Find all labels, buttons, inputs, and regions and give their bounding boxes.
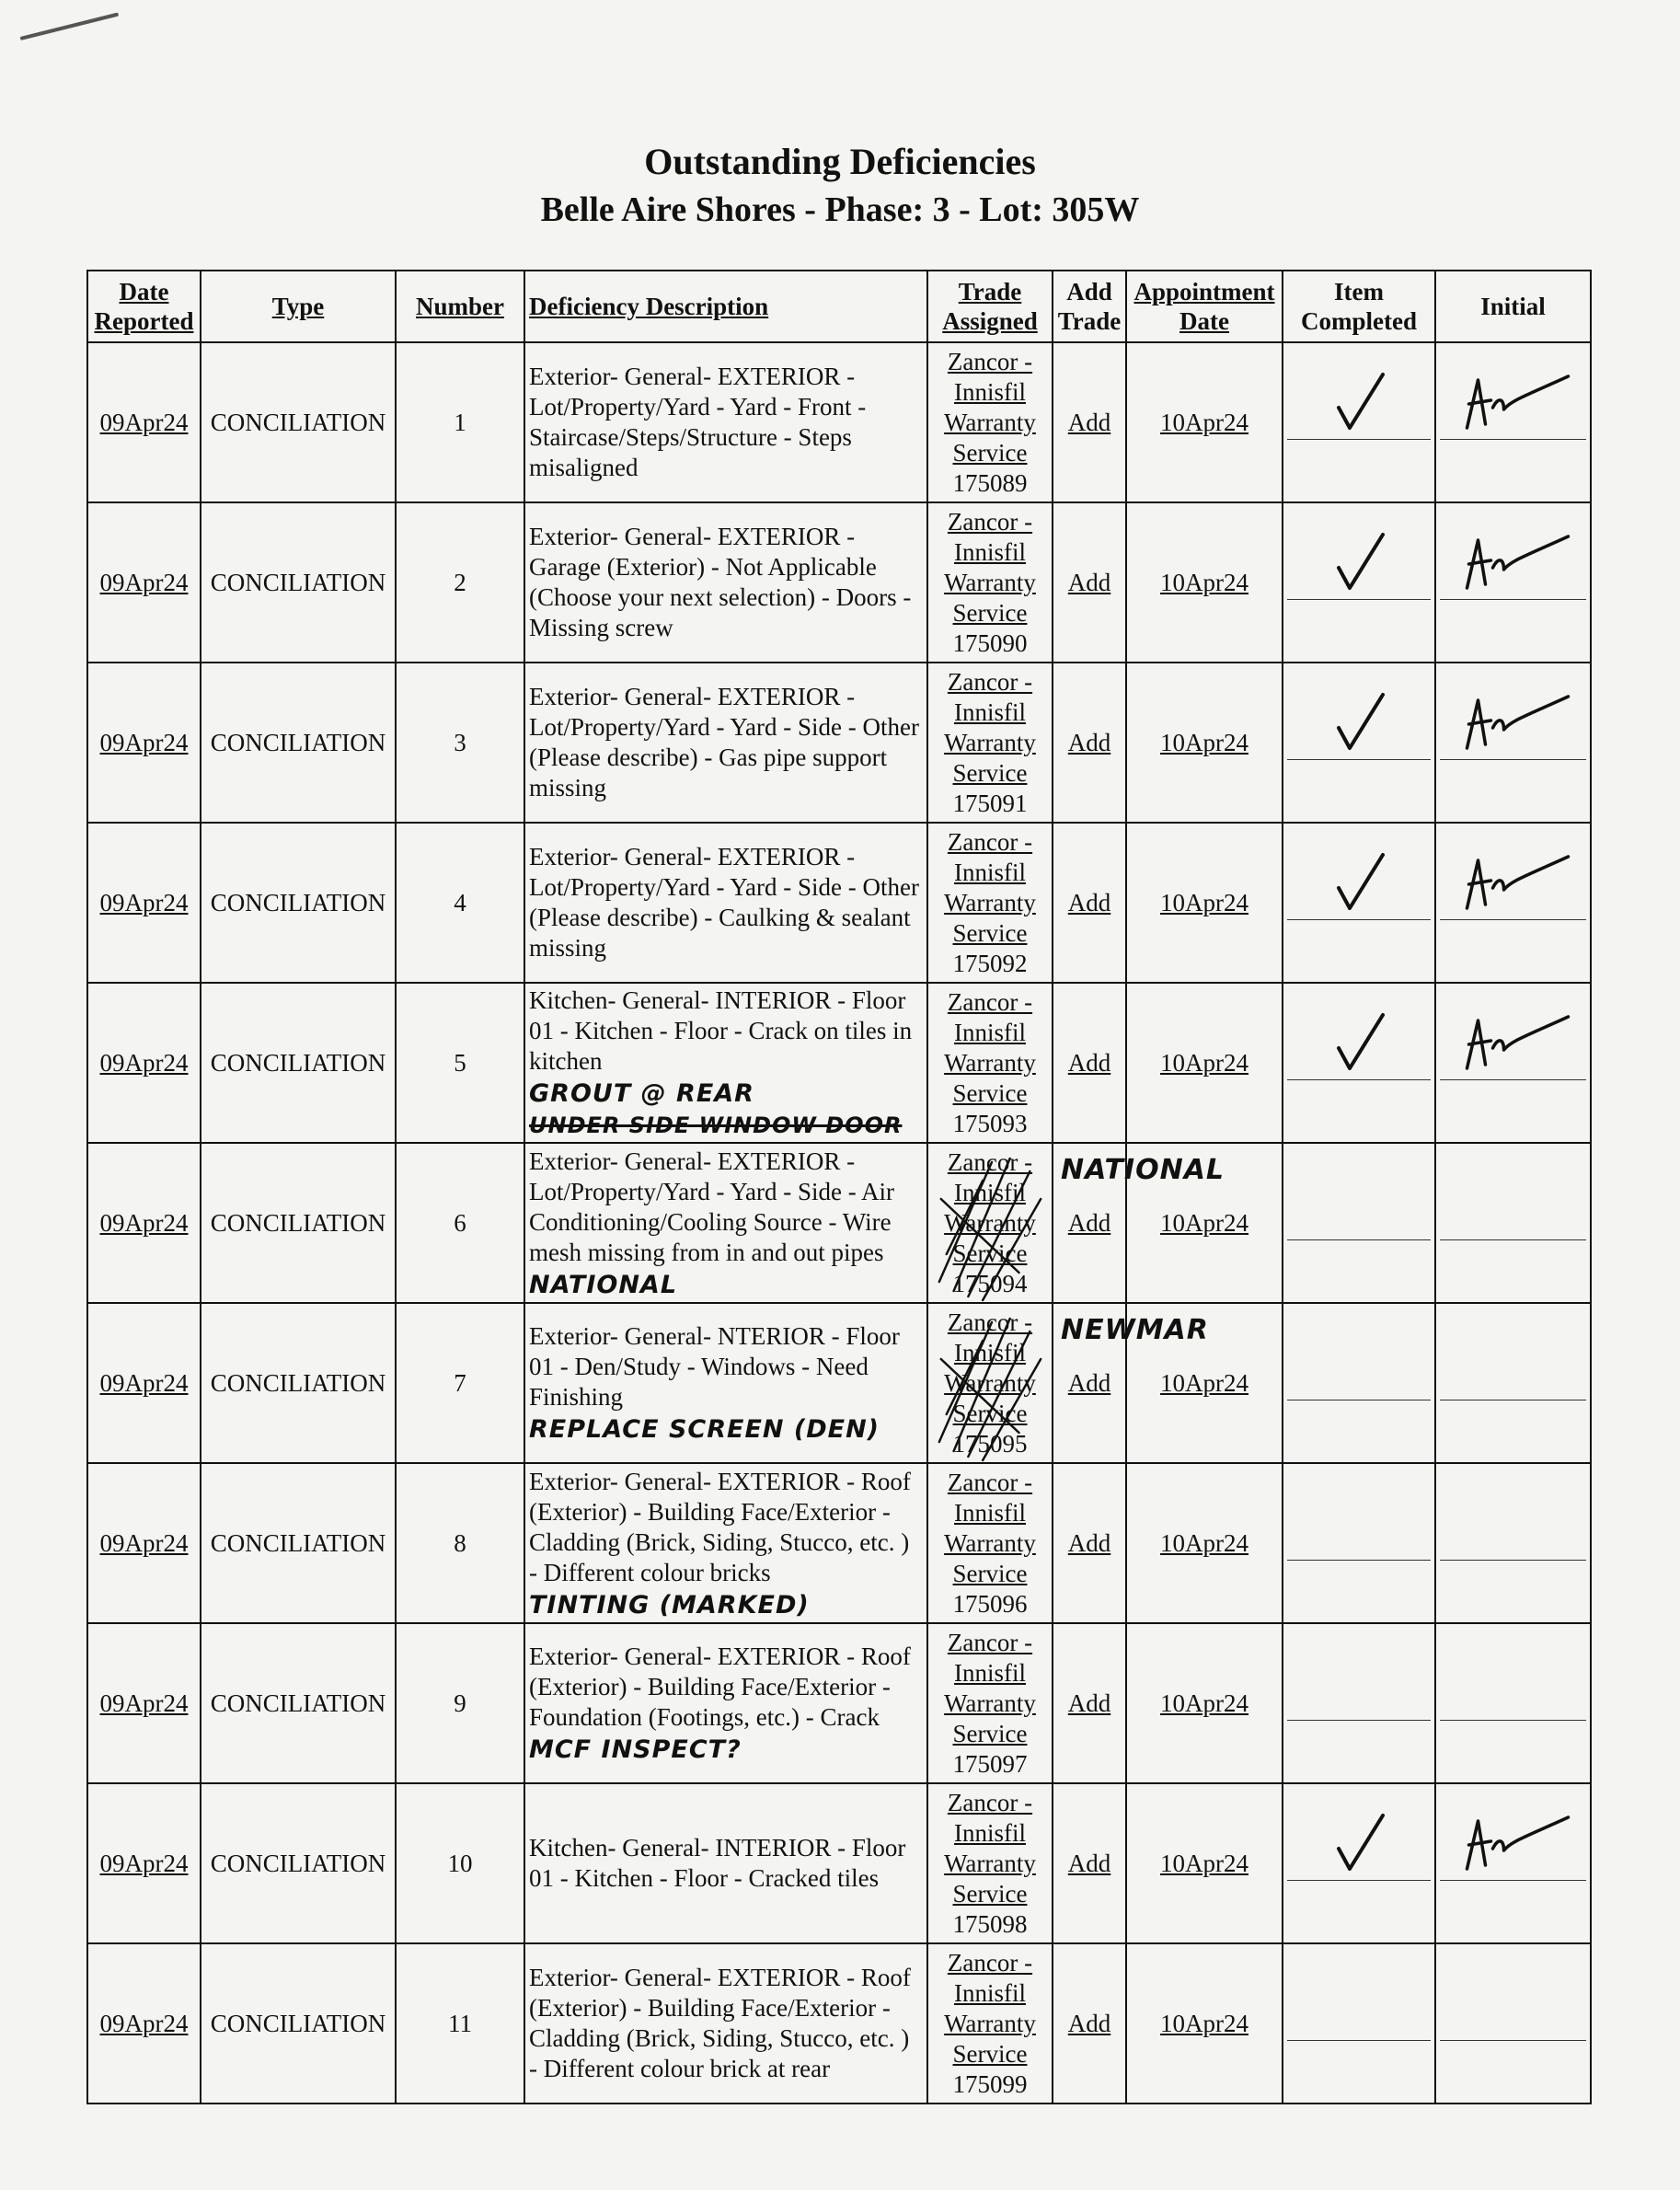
header-number: Number <box>396 271 524 342</box>
number-cell: 2 <box>396 502 524 663</box>
completed-line <box>1287 2040 1431 2041</box>
initial-cell <box>1435 663 1591 823</box>
trade-assigned-link[interactable] <box>927 1783 1053 1943</box>
table-row <box>87 1623 1591 1783</box>
initial-cell <box>1435 1943 1591 2104</box>
item-completed-cell <box>1283 1943 1435 2104</box>
trade-name-line: Warranty <box>944 1689 1036 1717</box>
add-trade-cell <box>1053 663 1126 823</box>
item-completed-cell <box>1283 1143 1435 1303</box>
deficiency-description <box>524 1783 927 1943</box>
number-cell: 4 <box>396 823 524 983</box>
date-reported-link[interactable]: 09Apr24 <box>87 663 201 823</box>
trade-name-line: Warranty <box>944 1368 1036 1397</box>
deficiency-description <box>524 1943 927 2104</box>
trade-name-line: Zancor - <box>947 1948 1033 1977</box>
trade-name-line: Innisfil <box>954 1018 1026 1046</box>
table-header-row <box>87 271 1591 342</box>
trade-name-line: Zancor - <box>947 987 1033 1016</box>
header-date-reported: Date Reported <box>87 271 201 342</box>
deficiency-description <box>524 663 927 823</box>
completed-line <box>1287 599 1431 600</box>
add-trade-cell <box>1053 983 1126 1143</box>
date-reported-link[interactable]: 09Apr24 <box>87 1623 201 1783</box>
add-trade-cell <box>1053 502 1126 663</box>
date-reported-link[interactable]: 09Apr24 <box>87 983 201 1143</box>
type-cell: CONCILIATION <box>201 1623 396 1783</box>
type-cell: CONCILIATION <box>201 1783 396 1943</box>
item-completed-cell <box>1283 1463 1435 1623</box>
trade-id: 175097 <box>952 1749 1028 1778</box>
trade-name-line: Warranty <box>944 1048 1036 1077</box>
add-trade-link[interactable]: Add <box>1067 1208 1111 1237</box>
table-row <box>87 1783 1591 1943</box>
checkmark-icon <box>1283 684 1434 757</box>
description-text: Kitchen- General- INTERIOR - Floor 01 - Kitchen - Floor - Crack on tiles in kitchen <box>529 986 913 1075</box>
type-cell: CONCILIATION <box>201 1143 396 1303</box>
appointment-date-link[interactable]: 10Apr24 <box>1126 1943 1283 2104</box>
trade-name-line: Service <box>952 1719 1028 1747</box>
number-cell: 5 <box>396 983 524 1143</box>
trade-name-line: Warranty <box>944 728 1036 756</box>
deficiency-description <box>524 1143 927 1303</box>
type-cell: CONCILIATION <box>201 663 396 823</box>
item-completed-cell <box>1283 342 1435 502</box>
initial-line <box>1440 599 1586 600</box>
trade-assigned-link[interactable] <box>927 1623 1053 1783</box>
table-row <box>87 1943 1591 2104</box>
trade-name-line: Zancor - <box>947 1628 1033 1656</box>
trade-name-line: Innisfil <box>954 1658 1026 1687</box>
item-completed-cell <box>1283 502 1435 663</box>
handwritten-trade: NEWMAR <box>1061 1314 1209 1346</box>
trade-assigned-link[interactable] <box>927 1463 1053 1623</box>
date-reported-link[interactable]: 09Apr24 <box>87 1303 201 1463</box>
add-trade-link[interactable]: Add <box>1067 1849 1111 1877</box>
trade-name-line: Service <box>952 1879 1028 1908</box>
trade-name-line: Innisfil <box>954 1338 1026 1366</box>
date-reported-link[interactable]: 09Apr24 <box>87 1143 201 1303</box>
description-text: Exterior- General- EXTERIOR - Lot/Property/Yard - Yard - Side - Air Conditioning/Cooling Source - Wire mesh missing from in and out pipes <box>529 1147 894 1266</box>
type-cell: CONCILIATION <box>201 823 396 983</box>
trade-name-line: Zancor - <box>947 1308 1033 1336</box>
deficiency-description <box>524 342 927 502</box>
appointment-date-link[interactable]: 10Apr24 <box>1126 1463 1283 1623</box>
completed-line <box>1287 919 1431 920</box>
appointment-date-link[interactable]: 10Apr24 <box>1126 983 1283 1143</box>
date-reported-link[interactable]: 09Apr24 <box>87 1783 201 1943</box>
add-trade-cell <box>1053 1943 1126 2104</box>
page-subtitle: Belle Aire Shores - Phase: 3 - Lot: 305W <box>540 190 1140 229</box>
deficiency-description <box>524 823 927 983</box>
trade-name-line: Zancor - <box>947 1788 1033 1816</box>
trade-name-line: Service <box>952 758 1028 787</box>
deficiency-description <box>524 1463 927 1623</box>
completed-line <box>1287 439 1431 440</box>
trade-name-line: Innisfil <box>954 1818 1026 1847</box>
description-text: Exterior- General- EXTERIOR - Lot/Property/Yard - Yard - Side - Other (Please describe) - Gas pipe support missing <box>529 683 919 801</box>
add-trade-link[interactable]: Add <box>1067 408 1111 436</box>
trade-name-line: Service <box>952 1078 1028 1107</box>
type-cell: CONCILIATION <box>201 1943 396 2104</box>
type-cell: CONCILIATION <box>201 342 396 502</box>
completed-line <box>1287 1880 1431 1881</box>
initial-signature <box>1436 684 1590 757</box>
trade-name-line: Service <box>952 2039 1028 2068</box>
description-text: Exterior- General- EXTERIOR - Roof (Exterior) - Building Face/Exterior - Cladding (Brick, Siding, Stucco, etc. ) - Different colour bricks <box>529 1467 911 1586</box>
trade-assigned-link[interactable] <box>927 983 1053 1143</box>
table-row <box>87 823 1591 983</box>
trade-name-line: Warranty <box>944 888 1036 916</box>
add-trade-link[interactable]: Add <box>1067 1368 1111 1397</box>
add-trade-link[interactable]: Add <box>1067 1048 1111 1077</box>
trade-name-line: Service <box>952 918 1028 947</box>
initial-signature <box>1436 363 1590 437</box>
trade-id: 175091 <box>952 789 1028 817</box>
number-cell: 6 <box>396 1143 524 1303</box>
add-trade-cell <box>1053 342 1126 502</box>
trade-assigned-link[interactable] <box>927 1143 1053 1303</box>
add-trade-link[interactable]: Add <box>1067 2009 1111 2037</box>
trade-id: 175095 <box>952 1429 1028 1458</box>
add-trade-cell <box>1053 823 1126 983</box>
deficiency-description <box>524 1303 927 1463</box>
trade-assigned-link[interactable] <box>927 502 1053 663</box>
initial-line <box>1440 1239 1586 1240</box>
trade-name-line: Zancor - <box>947 507 1033 536</box>
table-row <box>87 502 1591 663</box>
initial-line <box>1440 759 1586 760</box>
trade-name-line: Service <box>952 1399 1028 1427</box>
initial-cell <box>1435 1463 1591 1623</box>
initial-cell <box>1435 1783 1591 1943</box>
trade-assigned-link[interactable] <box>927 342 1053 502</box>
completed-line <box>1287 1720 1431 1721</box>
header-initial: Initial <box>1435 271 1591 342</box>
type-cell: CONCILIATION <box>201 1303 396 1463</box>
appointment-date-link[interactable]: 10Apr24 <box>1126 1303 1283 1463</box>
initial-cell <box>1435 1623 1591 1783</box>
initial-cell <box>1435 502 1591 663</box>
type-cell: CONCILIATION <box>201 983 396 1143</box>
page-title: Outstanding Deficiencies <box>644 141 1036 182</box>
checkmark-icon <box>1283 524 1434 597</box>
date-reported-link[interactable]: 09Apr24 <box>87 502 201 663</box>
table-row <box>87 1143 1591 1303</box>
trade-name-line: Zancor - <box>947 827 1033 856</box>
number-cell: 8 <box>396 1463 524 1623</box>
add-trade-link[interactable]: Add <box>1067 728 1111 756</box>
item-completed-cell <box>1283 1623 1435 1783</box>
description-text: Exterior- General- EXTERIOR - Roof (Exterior) - Building Face/Exterior - Foundation (Footings, etc.) - Crack <box>529 1642 911 1731</box>
description-text: Exterior- General- EXTERIOR - Garage (Exterior) - Not Applicable (Choose your next selection) - Doors - Missing screw <box>529 523 912 641</box>
item-completed-cell <box>1283 983 1435 1143</box>
item-completed-cell <box>1283 663 1435 823</box>
appointment-date-link[interactable]: 10Apr24 <box>1126 502 1283 663</box>
trade-assigned-link[interactable] <box>927 1943 1053 2104</box>
table-row <box>87 983 1591 1143</box>
trade-assigned-link[interactable] <box>927 1303 1053 1463</box>
trade-name-line: Zancor - <box>947 1147 1033 1176</box>
deficiency-description <box>524 1623 927 1783</box>
trade-id: 175098 <box>952 1909 1028 1938</box>
header-trade-assigned: Trade Assigned <box>927 271 1053 342</box>
header-add-trade: Add Trade <box>1053 271 1126 342</box>
trade-name-line: Innisfil <box>954 377 1026 406</box>
date-reported-link[interactable]: 09Apr24 <box>87 1463 201 1623</box>
type-cell: CONCILIATION <box>201 502 396 663</box>
item-completed-cell <box>1283 1303 1435 1463</box>
checkmark-icon <box>1283 844 1434 917</box>
trade-name-line: Service <box>952 598 1028 627</box>
initial-signature <box>1436 524 1590 597</box>
trade-name-line: Warranty <box>944 408 1036 436</box>
initial-signature <box>1436 844 1590 917</box>
appointment-date-link[interactable]: 10Apr24 <box>1126 1143 1283 1303</box>
description-text: Exterior- General- EXTERIOR - Roof (Exterior) - Building Face/Exterior - Cladding (Brick, Siding, Stucco, etc. ) - Different colour brick at rear <box>529 1964 911 2082</box>
description-text: Kitchen- General- INTERIOR - Floor 01 - Kitchen - Floor - Cracked tiles <box>529 1834 906 1892</box>
initial-signature <box>1436 1804 1590 1878</box>
header-item-completed: Item Completed <box>1283 271 1435 342</box>
table-row <box>87 1463 1591 1623</box>
type-cell: CONCILIATION <box>201 1463 396 1623</box>
checkmark-icon <box>1283 1804 1434 1878</box>
initial-cell <box>1435 983 1591 1143</box>
deficiency-description <box>524 502 927 663</box>
completed-line <box>1287 1239 1431 1240</box>
trade-name-line: Warranty <box>944 1849 1036 1877</box>
header-type: Type <box>201 271 396 342</box>
trade-id: 175093 <box>952 1109 1028 1137</box>
trade-name-line: Warranty <box>944 1528 1036 1557</box>
trade-id: 175089 <box>952 468 1028 497</box>
initial-line <box>1440 1560 1586 1561</box>
handwritten-note: GROUT @ REAR <box>529 1078 754 1108</box>
trade-name-line: Zancor - <box>947 667 1033 696</box>
initial-cell <box>1435 1303 1591 1463</box>
number-cell: 11 <box>396 1943 524 2104</box>
trade-name-line: Innisfil <box>954 858 1026 886</box>
trade-id: 175092 <box>952 949 1028 977</box>
add-trade-cell <box>1053 1463 1126 1623</box>
initial-line <box>1440 1880 1586 1881</box>
trade-name-line: Warranty <box>944 1208 1036 1237</box>
trade-name-line: Warranty <box>944 2009 1036 2037</box>
add-trade-cell <box>1053 1783 1126 1943</box>
number-cell: 10 <box>396 1783 524 1943</box>
initial-line <box>1440 439 1586 440</box>
handwritten-note: REPLACE SCREEN (DEN) <box>529 1415 880 1444</box>
trade-id: 175094 <box>952 1269 1028 1297</box>
handwritten-note: NATIONAL <box>529 1270 678 1299</box>
header-description: Deficiency Description <box>524 271 927 342</box>
appointment-date-link[interactable]: 10Apr24 <box>1126 1623 1283 1783</box>
trade-name-line: Innisfil <box>954 537 1026 566</box>
table-row <box>87 663 1591 823</box>
trade-name-line: Service <box>952 1559 1028 1587</box>
initial-signature <box>1436 1004 1590 1078</box>
checkmark-icon <box>1283 1004 1434 1078</box>
checkmark-icon <box>1283 363 1434 437</box>
initial-cell <box>1435 342 1591 502</box>
number-cell: 3 <box>396 663 524 823</box>
deficiency-table <box>86 270 1592 2104</box>
trade-name-line: Innisfil <box>954 1498 1026 1527</box>
add-trade-link[interactable]: Add <box>1067 1528 1111 1557</box>
add-trade-link[interactable]: Add <box>1067 1689 1111 1717</box>
initial-line <box>1440 919 1586 920</box>
initial-cell <box>1435 1143 1591 1303</box>
trade-id: 175096 <box>952 1589 1028 1618</box>
initial-cell <box>1435 823 1591 983</box>
initial-line <box>1440 1720 1586 1721</box>
trade-name-line: Service <box>952 1239 1028 1267</box>
trade-name-line: Innisfil <box>954 1978 1026 2007</box>
trade-name-line: Innisfil <box>954 1178 1026 1206</box>
deficiency-description <box>524 983 927 1143</box>
trade-id: 175099 <box>952 2069 1028 2098</box>
trade-assigned-link[interactable] <box>927 663 1053 823</box>
completed-line <box>1287 759 1431 760</box>
table-row <box>87 1303 1591 1463</box>
trade-assigned-link[interactable] <box>927 823 1053 983</box>
header <box>0 138 1680 234</box>
appointment-date-link[interactable]: 10Apr24 <box>1126 823 1283 983</box>
add-trade-link[interactable]: Add <box>1067 568 1111 596</box>
number-cell: 9 <box>396 1623 524 1783</box>
date-reported-link[interactable]: 09Apr24 <box>87 823 201 983</box>
appointment-date-link[interactable]: 10Apr24 <box>1126 1783 1283 1943</box>
staple-mark <box>20 12 120 40</box>
table-row <box>87 342 1591 502</box>
completed-line <box>1287 1560 1431 1561</box>
item-completed-cell <box>1283 823 1435 983</box>
date-reported-link[interactable]: 09Apr24 <box>87 342 201 502</box>
appointment-date-link[interactable]: 10Apr24 <box>1126 663 1283 823</box>
handwritten-struck-note: UNDER SIDE WINDOW DOOR <box>529 1112 903 1138</box>
appointment-date-link[interactable]: 10Apr24 <box>1126 342 1283 502</box>
handwritten-note: TINTING (MARKED) <box>529 1590 810 1619</box>
add-trade-cell <box>1053 1623 1126 1783</box>
description-text: Exterior- General- EXTERIOR - Lot/Property/Yard - Yard - Side - Other (Please describe) - Caulking & sealant missing <box>529 843 919 962</box>
initial-line <box>1440 2040 1586 2041</box>
trade-name-line: Zancor - <box>947 347 1033 375</box>
number-cell: 7 <box>396 1303 524 1463</box>
completed-line <box>1287 1079 1431 1080</box>
number-cell: 1 <box>396 342 524 502</box>
handwritten-trade: NATIONAL <box>1061 1154 1225 1186</box>
date-reported-link[interactable]: 09Apr24 <box>87 1943 201 2104</box>
trade-name-line: Service <box>952 438 1028 467</box>
add-trade-link[interactable]: Add <box>1067 888 1111 916</box>
description-text: Exterior- General- EXTERIOR - Lot/Property/Yard - Yard - Front - Staircase/Steps/Structure - Steps misaligned <box>529 363 867 481</box>
description-text: Exterior- General- NTERIOR - Floor 01 - Den/Study - Windows - Need Finishing <box>529 1322 900 1411</box>
trade-id: 175090 <box>952 628 1028 657</box>
header-appointment-date: Appointment Date <box>1126 271 1283 342</box>
trade-name-line: Innisfil <box>954 697 1026 726</box>
trade-name-line: Zancor - <box>947 1468 1033 1496</box>
trade-name-line: Warranty <box>944 568 1036 596</box>
initial-line <box>1440 1079 1586 1080</box>
handwritten-note: MCF INSPECT? <box>529 1735 742 1764</box>
item-completed-cell <box>1283 1783 1435 1943</box>
